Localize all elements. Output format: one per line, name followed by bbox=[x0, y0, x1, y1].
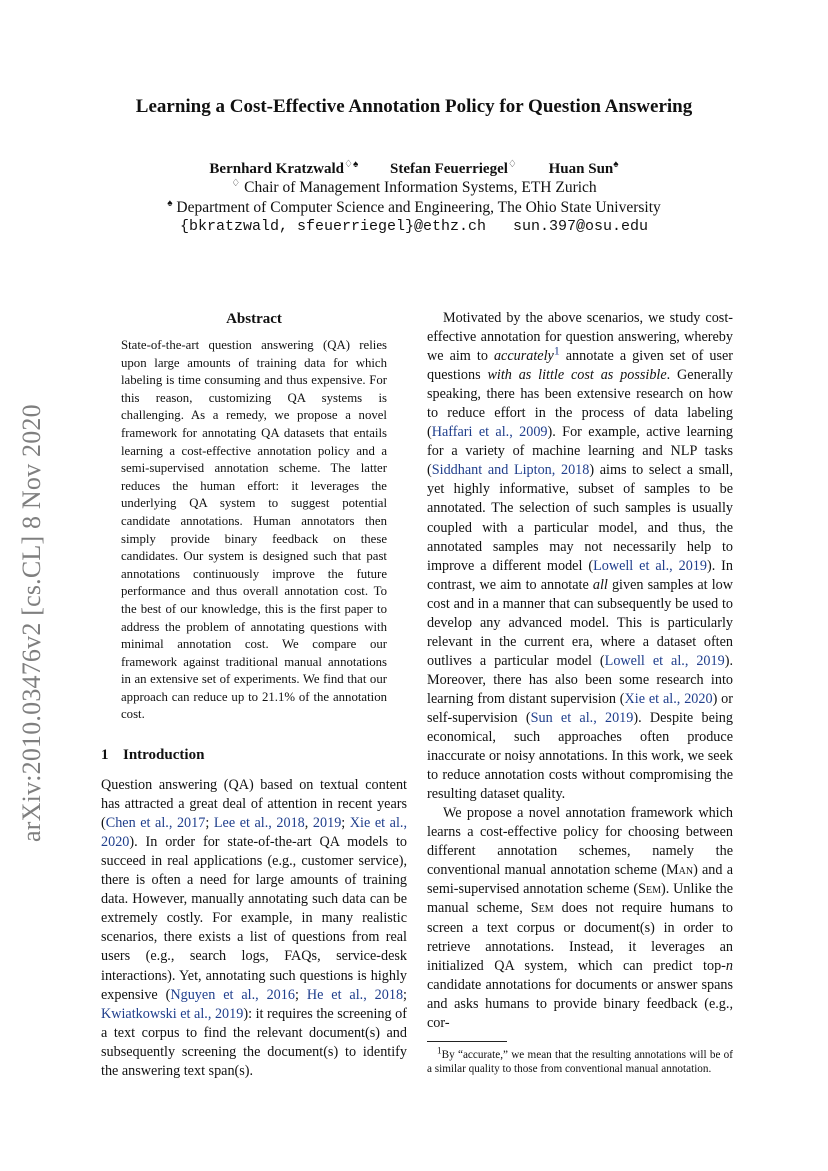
scheme-name-man: Man bbox=[666, 862, 694, 879]
section-title: Introduction bbox=[123, 747, 205, 764]
citation-link[interactable]: Sun et al., 2019 bbox=[530, 709, 634, 726]
left-column bbox=[101, 308, 407, 1081]
citation-link[interactable]: Kwiatkowski et al., 2019 bbox=[101, 1005, 244, 1022]
author-list bbox=[0, 159, 828, 179]
citation-link[interactable]: Xie et al., 2020 bbox=[101, 815, 407, 851]
math-variable: n bbox=[725, 957, 733, 974]
text-run: ; bbox=[341, 815, 350, 832]
text-run: does not require humans to screen a text corpus or document(s) in order to retrieve annotations. Instead, it leverages an initialized QA system, which can predict top- bbox=[427, 900, 733, 974]
citation-link[interactable]: Nguyen et al., 2016 bbox=[170, 986, 295, 1003]
text-run: ) or self-supervision ( bbox=[427, 690, 733, 726]
citation-link[interactable]: Haffari et al., 2009 bbox=[431, 424, 548, 441]
text-run: ). In contrast, we aim to annotate bbox=[427, 557, 733, 593]
footnote-divider bbox=[427, 1041, 507, 1042]
intro-paragraph-3 bbox=[427, 804, 733, 1033]
paper-title: Learning a Cost-Effective Annotation Policy for Question Answering bbox=[135, 96, 693, 117]
text-run: ). Despite being economical, such approaches often produce inaccurate or noisy annotations. In this work, we seek to reduce annotation costs without compromising the resulting dataset quality. bbox=[427, 709, 733, 803]
intro-paragraph-1 bbox=[101, 776, 407, 1081]
text-run: Question answering (QA) based on textual content has attracted a great deal of attention in recent years ( bbox=[101, 777, 407, 832]
author-marks: ♢♠ bbox=[344, 159, 359, 170]
text-run: ) aims to select a small, yet highly informative, subset of samples to be annotated. The selection of such samples is usually coupled with a particular model, and thus, the annotated samples may not necessarily help to improve a different model ( bbox=[427, 462, 734, 574]
arxiv-identifier: arXiv:2010.03476v2 [cs.CL] 8 Nov 2020 bbox=[17, 404, 46, 842]
text-run: We propose a novel annotation framework which learns a cost-effective policy for choosing between different annotation schemes, namely the conventional manual annotation scheme ( bbox=[427, 805, 733, 879]
affiliation-text: Department of Computer Science and Engineering, The Ohio State University bbox=[176, 199, 661, 216]
author-name: Bernhard Kratzwald bbox=[209, 161, 344, 177]
text-run: . Generally speaking, there has been extensive research on how to reduce effort in the process of data labeling ( bbox=[427, 367, 733, 441]
text-run: Motivated by the above scenarios, we study cost-effective annotation for question answering, whereby we aim to bbox=[427, 310, 733, 365]
right-column bbox=[427, 309, 733, 1076]
text-run: candidate annotations for documents or answer spans and asks humans to provide binary feedback (e.g., cor- bbox=[427, 976, 733, 1031]
scheme-name-sem: Sem bbox=[638, 881, 661, 898]
emphasis: accurately bbox=[493, 348, 554, 365]
author-emails: {bkratzwald, sfeuerriegel}@ethz.ch sun.397@osu.edu bbox=[179, 218, 649, 235]
text-run: ). For example, active learning for a variety of machine learning and NLP tasks ( bbox=[427, 424, 733, 479]
citation-link[interactable]: Chen et al., 2017 bbox=[105, 815, 206, 832]
citation-link[interactable]: Lowell et al., 2019 bbox=[604, 652, 725, 669]
author-3 bbox=[549, 161, 619, 177]
affiliation-osu bbox=[0, 198, 828, 218]
affiliation-mark: ♢ bbox=[231, 177, 241, 189]
footnote bbox=[427, 1048, 733, 1076]
citation-link[interactable]: 2019 bbox=[312, 815, 342, 832]
footnote-text: By “accurate,” we mean that the resulting annotations will be of a similar quality to those from conventional manual annotation. bbox=[427, 1048, 733, 1075]
text-run: ): it requires the screening of a text corpus to find the relevant document(s) and subsequently screening the document(s) to identify the answering text span(s). bbox=[101, 1005, 407, 1079]
emphasis: with as little cost as possible bbox=[487, 367, 667, 384]
intro-paragraph-2 bbox=[427, 309, 733, 804]
text-run: ; bbox=[205, 815, 214, 832]
abstract-heading: Abstract bbox=[226, 311, 282, 327]
affiliation-mark: ♠ bbox=[167, 197, 173, 209]
affiliation-eth bbox=[0, 178, 828, 198]
author-name: Stefan Feuerriegel bbox=[390, 161, 508, 177]
author-1 bbox=[209, 161, 358, 177]
text-run: ; bbox=[294, 986, 307, 1003]
author-name: Huan Sun bbox=[548, 161, 614, 177]
text-run: ). Moreover, there has also been some research into learning from distant supervision ( bbox=[427, 652, 733, 707]
scheme-name-sem: Sem bbox=[530, 900, 554, 917]
text-run: given samples at low cost and in a manner that can subsequently be used to develop any advanced model. This is particularly relevant in the current era, where a dataset often outlives a particular model ( bbox=[427, 576, 734, 669]
section-number: 1 bbox=[101, 747, 109, 764]
text-run: , bbox=[304, 815, 313, 832]
footnote-number: 1 bbox=[437, 1046, 442, 1057]
section-heading-introduction bbox=[101, 744, 407, 766]
text-run: ). In order for state-of-the-art QA models to succeed in real applications (e.g., customer service), there is often a need for large amounts of training data. However, manually annotating such data can be extremely costly. For example, in many realistic scenarios, there exists a list of questions from real users (e.g., search logs, FAQs, service-desk interactions). Yet, annotating such questions is highly expensive ( bbox=[101, 834, 407, 1003]
citation-link[interactable]: He et al., 2018 bbox=[306, 986, 404, 1003]
text-run: ; bbox=[403, 986, 407, 1003]
abstract-body: State-of-the-art question answering (QA) relies upon large amounts of training data for which labeling is time consuming and thus expensive. For this reason, customizing QA systems is challenging. As a remedy, we propose a novel framework for annotating QA datasets that entails learning a cost-effective annotation policy and a semi-supervised annotation scheme. The latter reduces the human effort: it leverages the underlying QA system to suggest potential candidate annotations. Human annotators then simply provide binary feedback on these candidates. Our system is designed such that past annotations continuously improve the future performance and thus overall annotation cost. To the best of our knowledge, this is the first paper to address the problem of annotating questions with minimal annotation cost. We compare our framework against traditional manual annotations in an extensive set of experiments. We find that our approach can reduce up to 21.1% of the annotation cost. bbox=[121, 338, 387, 722]
emphasis: all bbox=[592, 576, 608, 593]
citation-link[interactable]: Lee et al., 2018 bbox=[213, 815, 305, 832]
footnote-marker[interactable]: 1 bbox=[553, 343, 560, 358]
affiliation-text: Chair of Management Information Systems, ETH Zurich bbox=[244, 179, 597, 196]
author-marks: ♠ bbox=[613, 159, 619, 170]
citation-link[interactable]: Xie et al., 2020 bbox=[624, 690, 713, 707]
author-2 bbox=[390, 161, 517, 177]
text-run: annotate a given set of user questions bbox=[427, 348, 733, 384]
citation-link[interactable]: Siddhant and Lipton, 2018 bbox=[431, 462, 590, 479]
text-run: ) and a semi-supervised annotation scheme ( bbox=[427, 862, 733, 898]
author-marks: ♢ bbox=[507, 159, 517, 170]
citation-link[interactable]: Lowell et al., 2019 bbox=[593, 557, 707, 574]
text-run: ). Unlike the manual scheme, bbox=[427, 881, 733, 917]
